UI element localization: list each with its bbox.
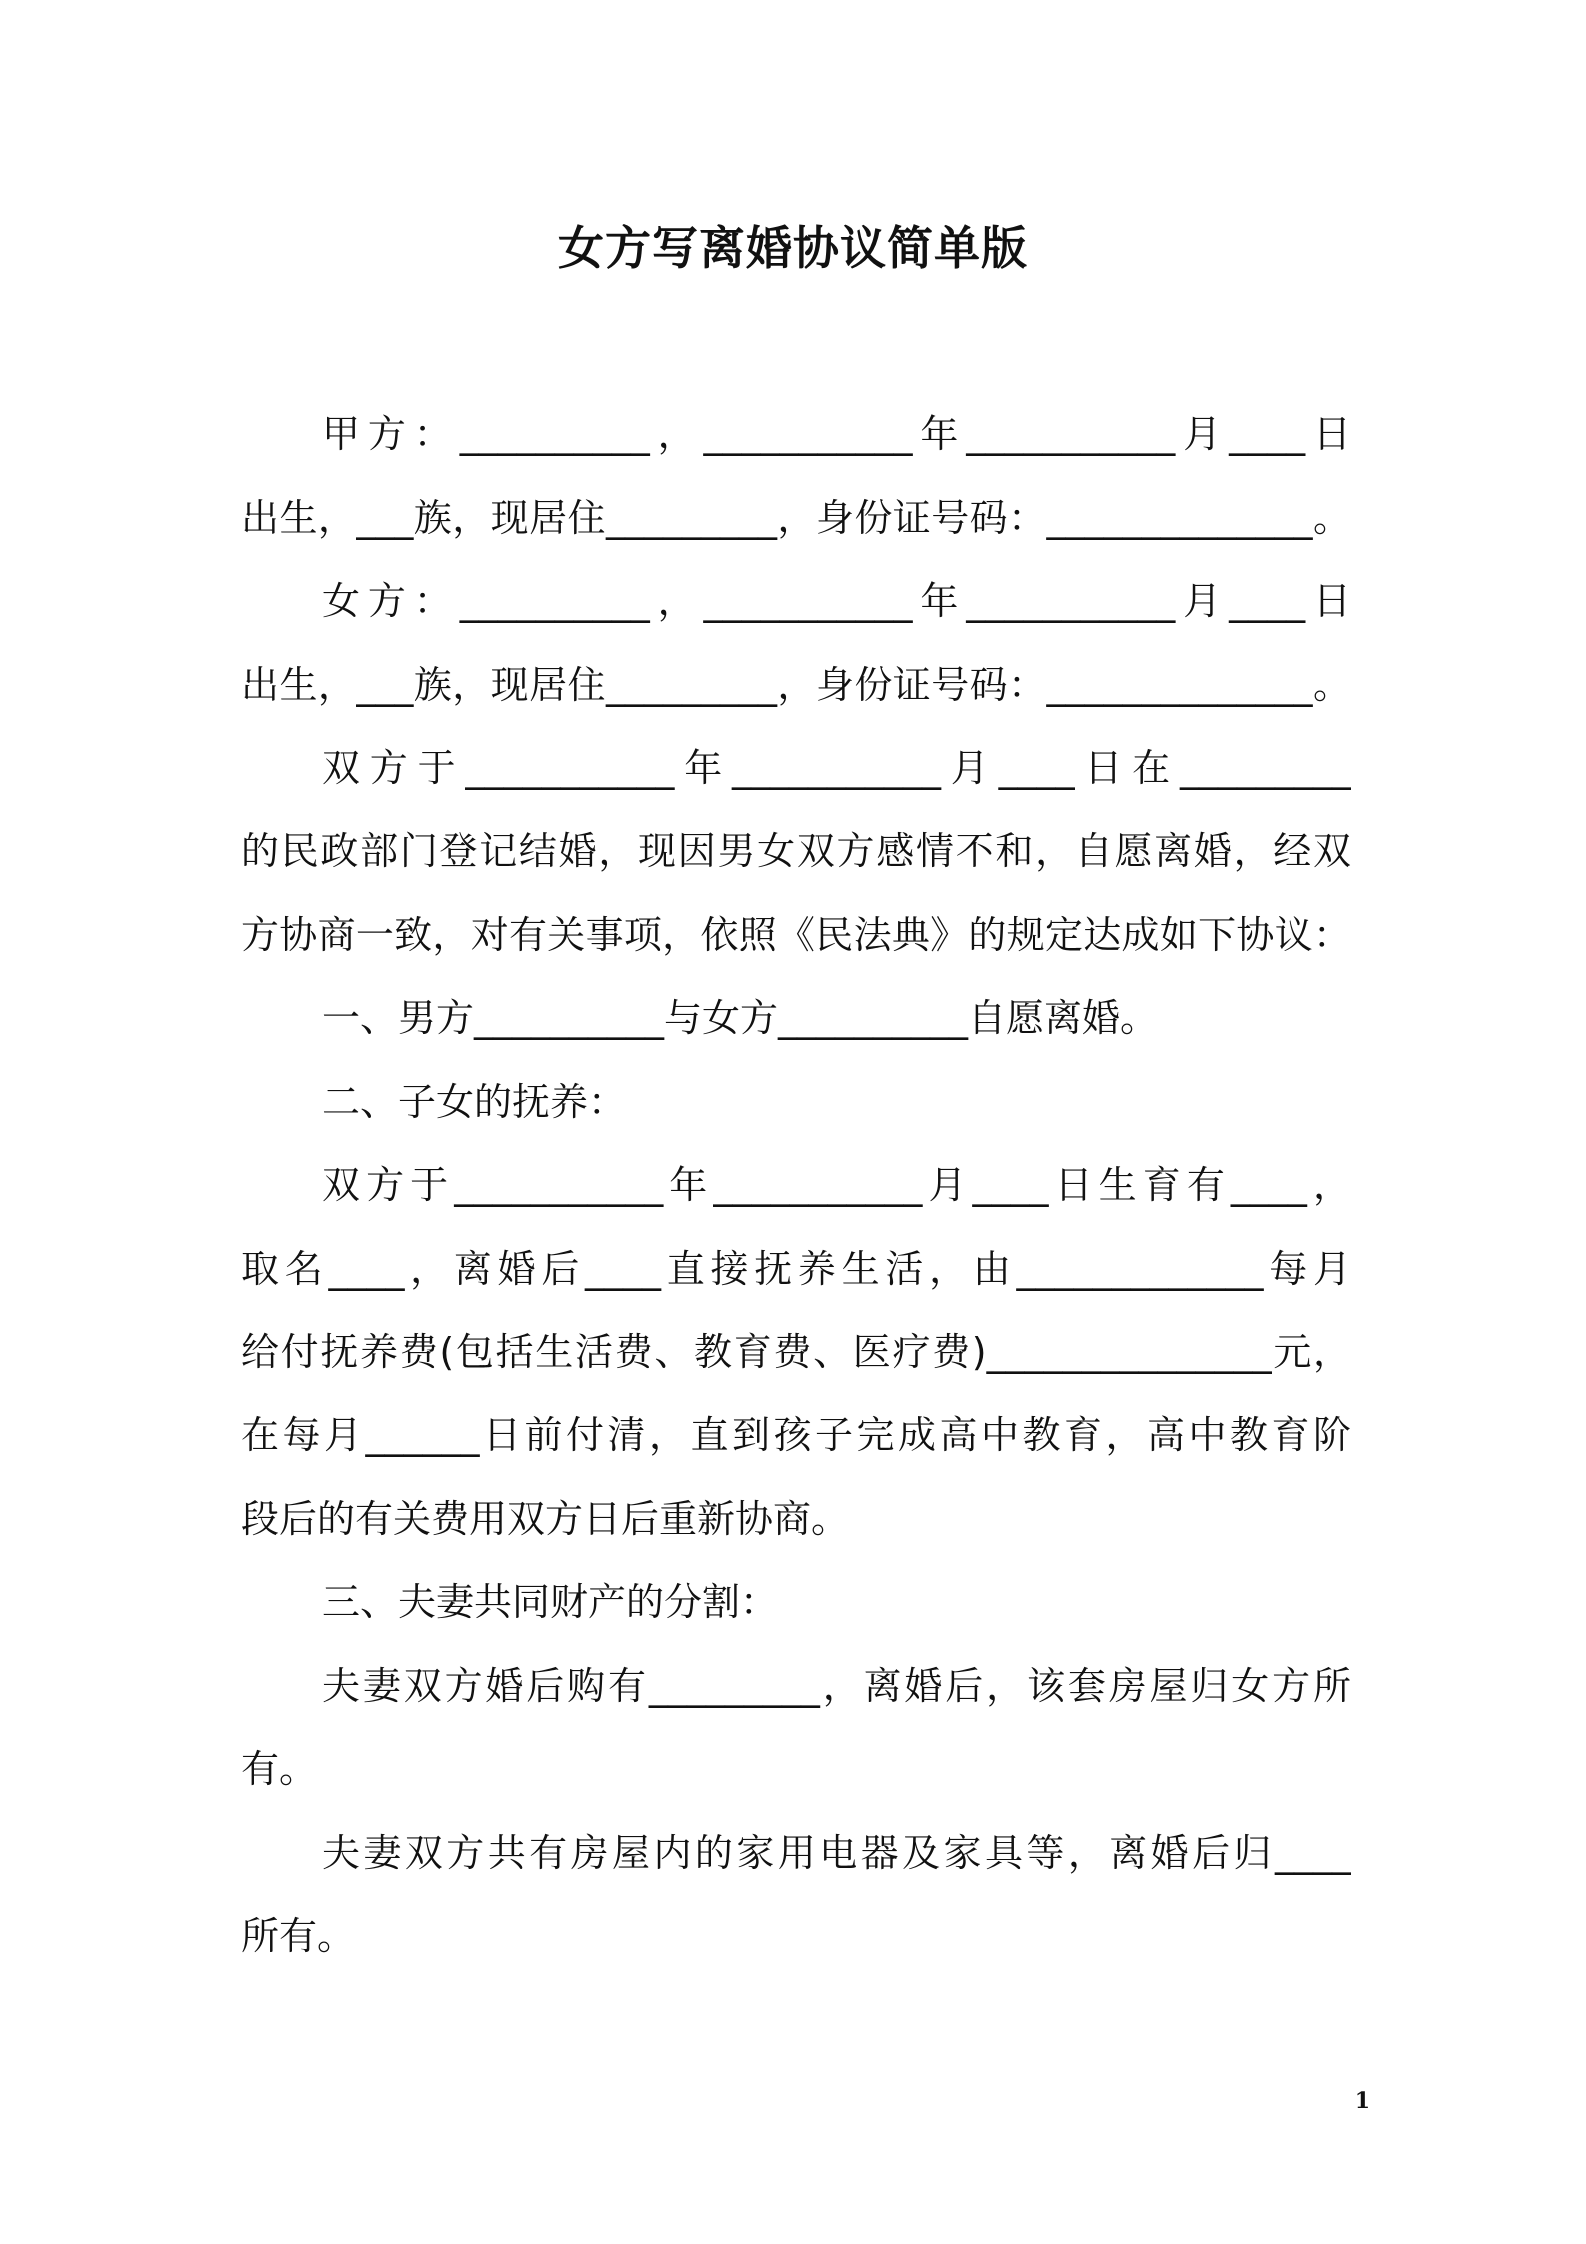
furniture-ownership-line: 所有。 (241, 1914, 356, 1958)
marriage-registration-line: 双方于___________年___________月____日在_________ (322, 746, 1351, 790)
support-fee-line: 给付抚养费(包括生活费、教育费、医疗费)_______________元， (241, 1330, 1351, 1374)
party-b-line: 女方：__________，___________年___________月____日 (322, 579, 1351, 623)
child-name-line: 取名____，离婚后____直接抚养生活，由_____________每月 (241, 1247, 1351, 1291)
party-b-details-line: 出生，___族，现居住_________，身份证号码：______________。 (241, 663, 1351, 707)
divorce-reason-line: 的民政部门登记结婚，现因男女双方感情不和，自愿离婚，经双 (241, 829, 1351, 873)
later-costs-line: 段后的有关费用双方日后重新协商。 (241, 1497, 850, 1541)
clause-one-line: 一、男方__________与女方__________自愿离婚。 (322, 996, 1159, 1040)
house-line: 夫妻双方婚后购有_________，离婚后，该套房屋归女方所 (322, 1664, 1351, 1708)
house-ownership-line: 有。 (241, 1747, 318, 1791)
clause-three-heading: 三、夫妻共同财产的分割： (322, 1580, 779, 1624)
furniture-line: 夫妻双方共有房屋内的家用电器及家具等，离婚后归____ (322, 1831, 1351, 1875)
payment-schedule-line: 在每月______日前付清，直到孩子完成高中教育，高中教育阶 (241, 1413, 1351, 1457)
page-number: 1 (1354, 2088, 1370, 2114)
party-a-line: 甲方：__________，___________年___________月____日 (322, 412, 1351, 456)
agreement-basis-line: 方协商一致，对有关事项，依照《民法典》的规定达成如下协议： (241, 913, 1351, 957)
clause-two-heading: 二、子女的抚养： (322, 1080, 627, 1124)
party-a-details-line: 出生，___族，现居住_________，身份证号码：______________。 (241, 496, 1351, 540)
child-birth-line: 双方于___________年___________月____日生育有____， (322, 1163, 1351, 1207)
document-title: 女方写离婚协议简单版 (558, 221, 1028, 275)
